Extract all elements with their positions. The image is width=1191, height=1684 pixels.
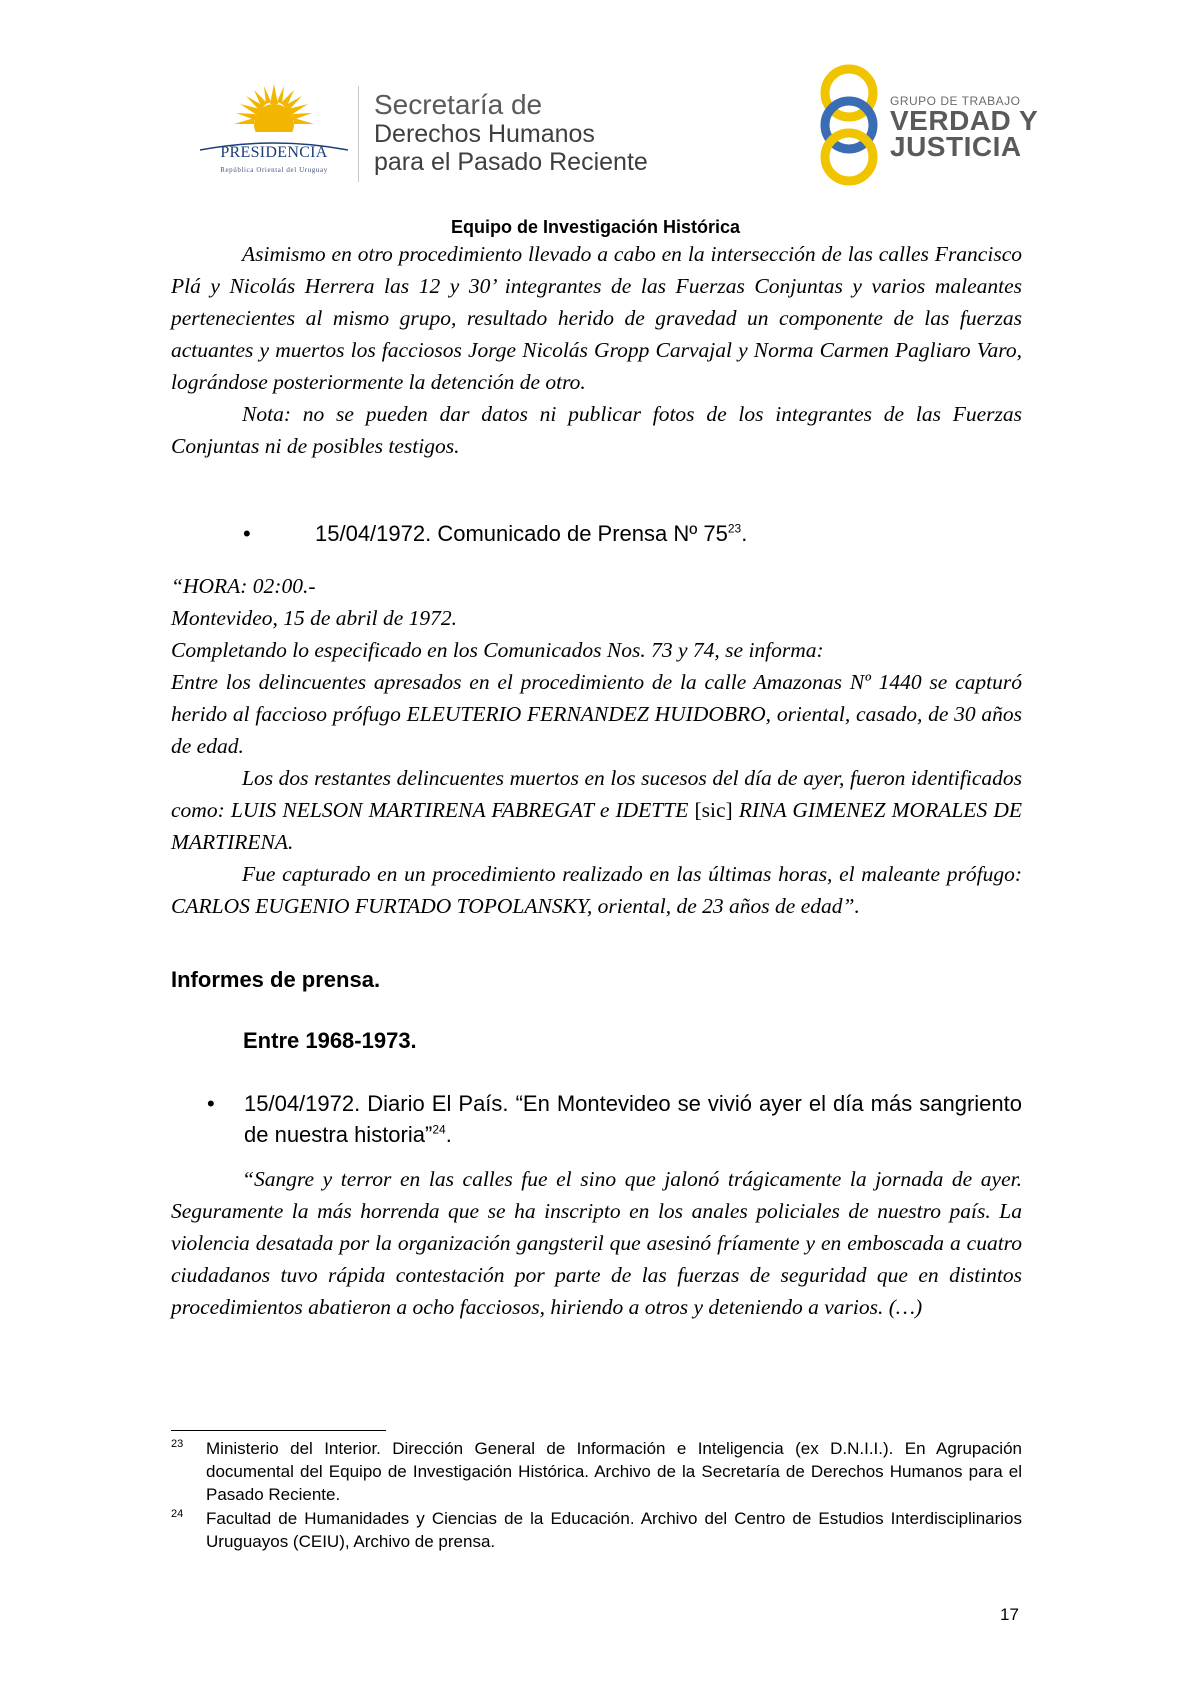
page-number: 17 bbox=[1000, 1605, 1019, 1624]
header-divider bbox=[358, 86, 359, 182]
presidencia-logo bbox=[196, 82, 352, 182]
secretaria-logo bbox=[374, 90, 648, 176]
bullet-end: . bbox=[445, 1122, 452, 1147]
comunicado-para2 bbox=[171, 762, 1022, 858]
presidencia-subtitle: República Oriental del Uruguay bbox=[220, 166, 328, 174]
grupo-small-label: GRUPO DE TRABAJO bbox=[890, 94, 1021, 108]
bullet-marker: • bbox=[243, 521, 251, 546]
paragraph-nota: Nota: no se pueden dar datos ni publicar fotos de los integrantes de las Fuerzas Conjuntas ni de posibles testigos. bbox=[171, 402, 1022, 458]
quote-paragraph: “Sangre y terror en las calles fue el sino que jalonó trágicamente la jornada de ayer. Seguramente la más horrenda que se ha inscripto en los anales policiales de nuestro país. La violencia desatada por la organización gangsteril que asesinó fríamente y en emboscada a cuatro ciudadanos tuvo rápida contestación por parte de las fuerzas de seguridad que en distintos procedimientos abatieron a ocho facciosos, hiriendo a otros y deteniendo a varios. (…) bbox=[171, 1167, 1022, 1319]
footnote-separator bbox=[171, 1430, 386, 1431]
comunicado-lugar-fecha: Montevideo, 15 de abril de 1972. bbox=[171, 606, 458, 630]
bullet-el-pais-text bbox=[244, 1088, 1022, 1150]
comunicado-para2-b: RINA GIMENEZ MORALES DE MARTIRENA. bbox=[171, 798, 1022, 854]
grupo-trabajo-logo-text bbox=[890, 94, 1038, 160]
grupo-line2: JUSTICIA bbox=[890, 131, 1022, 162]
footnote-ref-24[interactable]: 24 bbox=[432, 1122, 446, 1137]
footnote-ref-23[interactable]: 23 bbox=[727, 521, 742, 536]
footnote-text: Ministerio del Interior. Dirección General de Información e Inteligencia (ex D.N.I.I.). En Agrupación documental del Equipo de Investigación Histórica. Archivo de la Secretaría de Derechos Humanos para el Pasado Reciente. bbox=[206, 1439, 1022, 1504]
bullet-text: 15/04/1972. Comunicado de Prensa Nº 75 bbox=[315, 521, 728, 546]
heading-period: Entre 1968-1973. bbox=[243, 1028, 417, 1053]
heading-informes: Informes de prensa. bbox=[171, 967, 381, 992]
secretaria-line1: Secretaría de bbox=[374, 89, 543, 120]
bullet-marker: • bbox=[207, 1091, 215, 1116]
body-text-top bbox=[171, 238, 1022, 462]
grupo-line1: VERDAD Y bbox=[890, 105, 1039, 136]
comunicado-para3: Fue capturado en un procedimiento realizado en las últimas horas, el maleante prófugo: CARLOS EUGENIO FURTADO TOPOLANSKY, oriental, de 23 años de edad”. bbox=[171, 862, 1022, 918]
sic-mark: [sic] bbox=[694, 798, 733, 822]
footnote-text: Facultad de Humanidades y Ciencias de la Educación. Archivo del Centro de Estudios Interdisciplinarios Uruguayos (CEIU), Archivo de prensa. bbox=[206, 1509, 1022, 1551]
team-title: Equipo de Investigación Histórica bbox=[450, 217, 741, 237]
comunicado-para2-a: Los dos restantes delincuentes muertos en los sucesos del día de ayer, fueron identificados como: LUIS NELSON MARTIRENA FABREGAT e IDETTE bbox=[171, 766, 1022, 822]
comunicado-hora: “HORA: 02:00.- bbox=[171, 574, 316, 598]
comunicado-intro: Completando lo especificado en los Comunicados Nos. 73 y 74, se informa: bbox=[171, 638, 824, 662]
footnote-23 bbox=[171, 1437, 1022, 1506]
quote-el-pais bbox=[171, 1163, 1022, 1323]
comunicado-para1: Entre los delincuentes apresados en el procedimiento de la calle Amazonas Nº 1440 se capturó herido al faccioso prófugo ELEUTERIO FERNANDEZ HUIDOBRO, oriental, casado, de 30 años de edad. bbox=[171, 670, 1022, 758]
footnote-number: 23 bbox=[171, 1438, 184, 1450]
sun-emblem-icon bbox=[232, 82, 316, 144]
paragraph-procedimiento: Asimismo en otro procedimiento llevado a cabo en la intersección de las calles Francisco Plá y Nicolás Herrera las 12 y 30’ integrantes de las Fuerzas Conjuntas y varios maleantes pertenecientes al mismo grupo, resultado herido de gravedad un componente de las fuerzas actuantes y muertos los facciosos Jorge Nicolás Gropp Carvajal y Norma Carmen Pagliaro Varo, lográndose posteriormente la detención de otro. bbox=[171, 242, 1022, 394]
bullet-comunicado bbox=[243, 518, 747, 549]
bullet-end: . bbox=[741, 521, 748, 546]
linked-rings-icon bbox=[814, 63, 884, 187]
secretaria-line2: Derechos Humanos bbox=[374, 120, 595, 148]
footnote-24 bbox=[171, 1507, 1022, 1553]
bullet-el-pais bbox=[207, 1088, 1022, 1150]
footnote-number: 24 bbox=[171, 1508, 184, 1520]
comunicado-text bbox=[171, 570, 1022, 922]
bullet-text: 15/04/1972. Diario El País. “En Montevideo se vivió ayer el día más sangriento de nuestra historia” bbox=[244, 1091, 1022, 1147]
presidencia-name: PRESIDENCIA bbox=[220, 144, 328, 161]
bullet-comunicado-text bbox=[315, 518, 747, 549]
secretaria-line3: para el Pasado Reciente bbox=[374, 148, 648, 176]
page-header bbox=[0, 0, 1191, 200]
